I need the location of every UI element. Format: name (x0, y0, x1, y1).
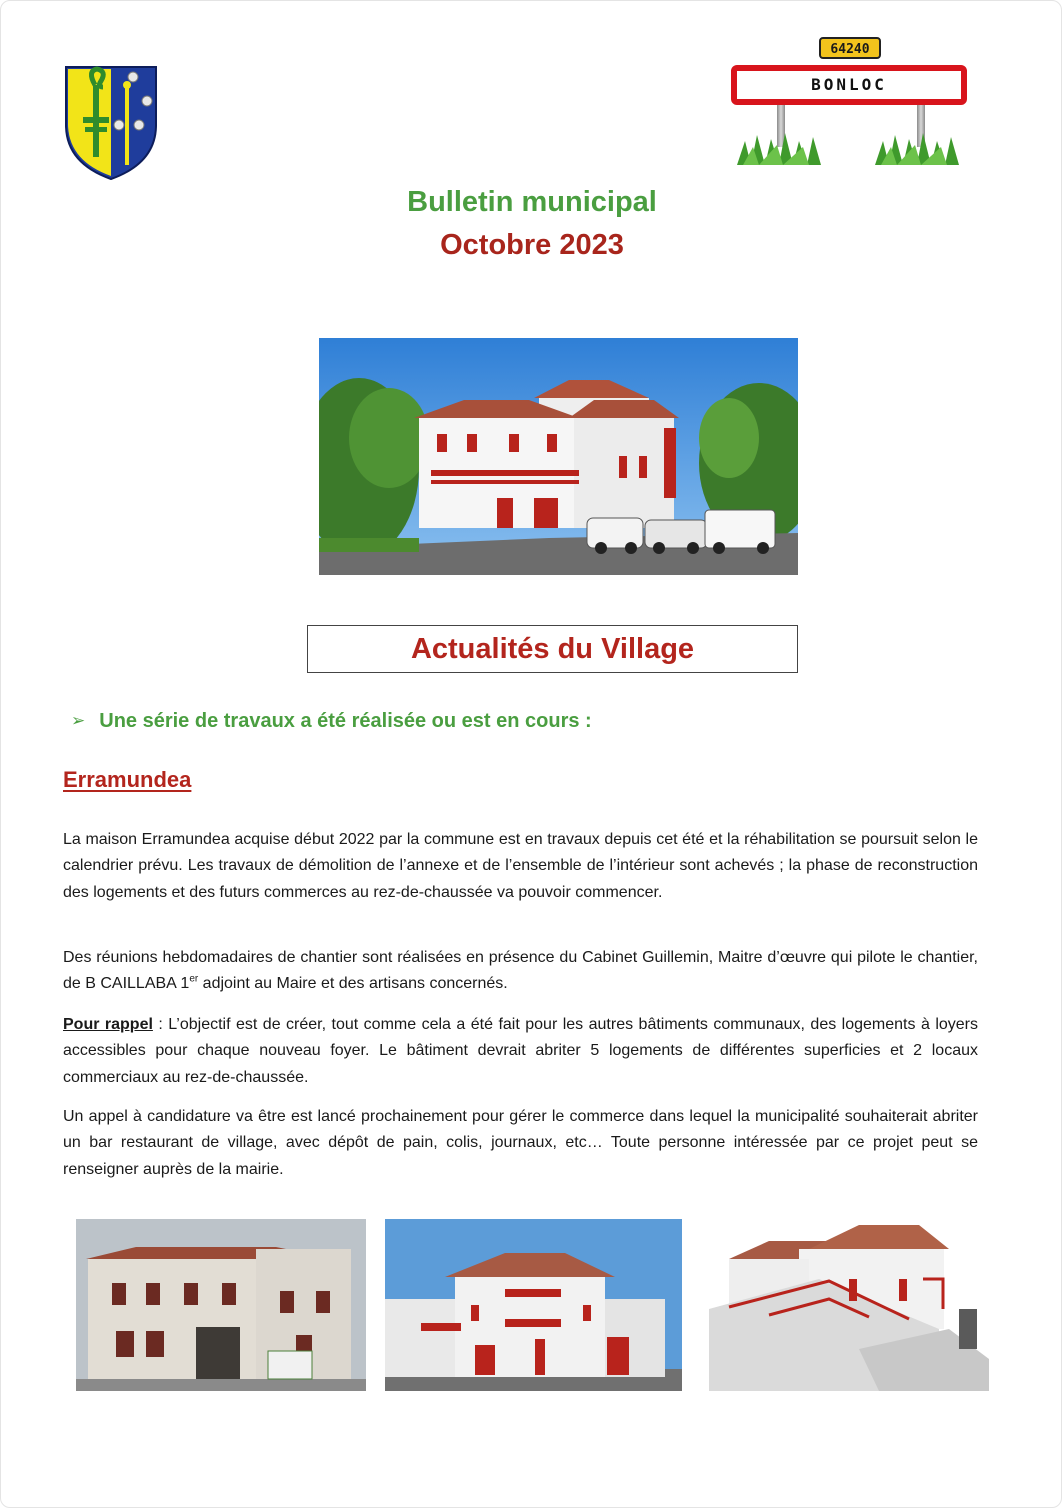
paragraph (63, 945, 978, 998)
grass-icon (875, 133, 959, 165)
bulletin-date: Octobre 2023 (440, 229, 624, 261)
paragraph-text: adjoint au Maire et des artisans concernés. (198, 975, 508, 993)
town-name-board: BONLOC (731, 65, 967, 105)
coat-of-arms-logo (63, 63, 159, 181)
paragraph-text: Des réunions hebdomadaires de chantier sont réalisées en présence du Cabinet Guillemin, Maitre d’œuvre qui pilote le chantier, de B CAILLABA 1 (63, 949, 978, 993)
subsection-heading: Erramundea (63, 767, 192, 792)
grass-icon (737, 133, 821, 165)
town-entry-sign-logo (729, 35, 969, 167)
department-code-plate: 64240 (819, 37, 881, 59)
paragraph: La maison Erramundea acquise début 2022 par la commune est en travaux depuis cet été et la réhabilitation se poursuit selon le calendrier prévu. Les travaux de démolition de l’annexe et de l’ensemble de l’intérieur sont achevés ; la phase de reconstruction des logements et des futurs commerces au rez-de-chaussée va pouvoir commencer. (63, 831, 978, 901)
bulletin-title: Bulletin municipal (407, 186, 657, 218)
reminder-label: Pour rappel (63, 1016, 153, 1033)
paragraph (63, 1012, 978, 1091)
section-heading: Actualités du Village (307, 625, 798, 673)
paragraph: Un appel à candidature va être est lancé prochainement pour gérer le commerce dans lequel la municipalité souhaiterait abriter un bar restaurant de village, avec dépôt de pain, colis, journaux, etc… Toute personne intéressée par ce projet peut se renseigner auprès de la mairie. (63, 1108, 978, 1178)
arrow-bullet-icon: ➢ (71, 711, 86, 730)
bullet-text: Une série de travaux a été réalisée ou est en cours : (99, 710, 592, 732)
paragraph-text: : L’objectif est de créer, tout comme cela a été fait pour les autres bâtiments communaux, des logements à loyers accessibles pour chaque nouveau foyer. Le bâtiment devrait abriter 5 logements de différentes superficies et 2 locaux commerciaux au rez-de-chaussée. (63, 1016, 978, 1086)
ordinal-superscript: er (189, 974, 199, 986)
renovation-render-front-photo (385, 1219, 682, 1391)
village-house-photo (319, 338, 798, 575)
renovation-render-back-photo (709, 1219, 989, 1391)
bullet-item (71, 706, 592, 736)
building-before-photo (76, 1219, 366, 1391)
